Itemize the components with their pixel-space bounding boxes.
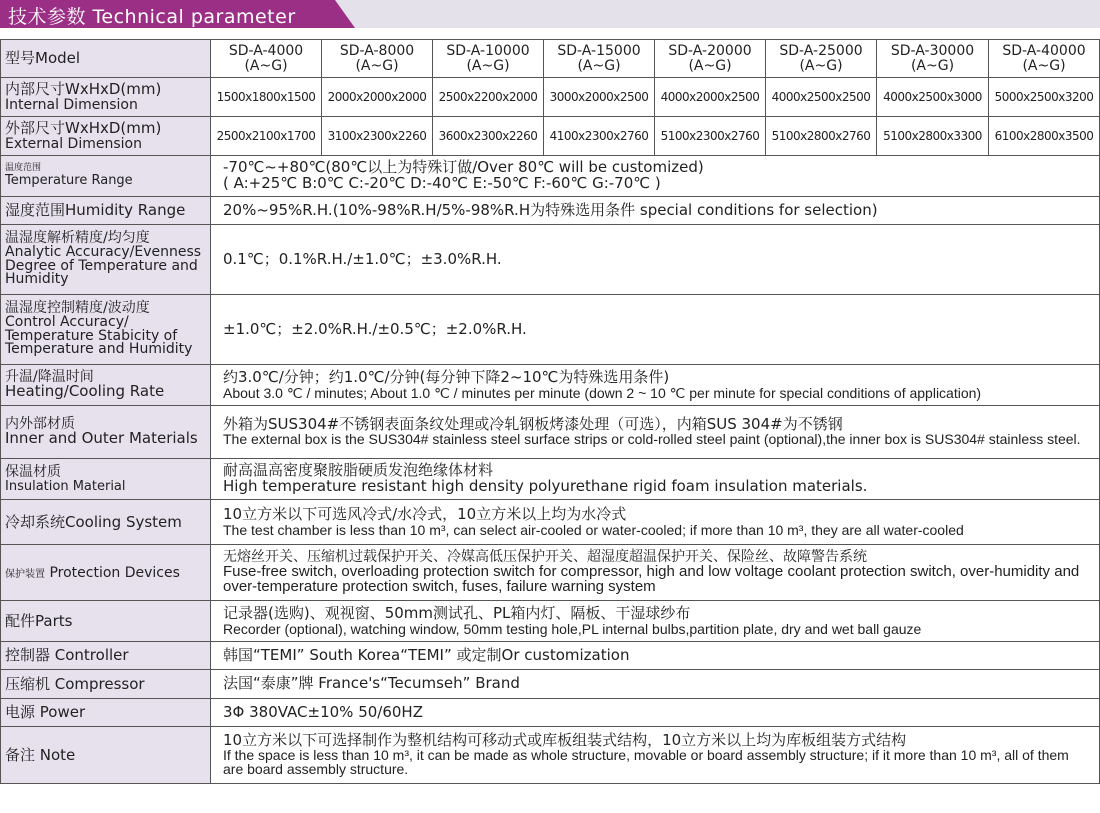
label-cn: 升温/降温时间 [5, 368, 94, 385]
dim-cell: 4000x2500x3000 [877, 78, 989, 117]
value-line: 约3.0℃/分钟；约1.0℃/分钟(每分钟下降2~10℃为特殊选用条件) [223, 367, 670, 386]
row-accuracy [1, 225, 1100, 295]
dim-cell: 4100x2300x2760 [544, 117, 655, 156]
accuracy-value: 0.1℃；0.1%R.H./±1.0℃；±3.0%R.H. [211, 225, 1100, 295]
value-line: 外箱为SUS304#不锈钢表面条纹处理或冷轧钢板烤漆处理（可选），内箱SUS 304#为不锈钢 [223, 415, 843, 434]
spec-table [0, 39, 1100, 784]
label-text: 电源 Power [5, 703, 86, 722]
label-text: 冷却系统Cooling System [5, 512, 182, 531]
label-text: 湿度范围Humidity Range [5, 201, 186, 220]
materials-value [211, 406, 1100, 459]
dim-cell: 2500x2100x1700 [211, 117, 322, 156]
row-label-rate [1, 365, 211, 406]
model-cell: SD-A-4000 (A~G) [211, 40, 322, 78]
label-en: Heating/Cooling Rate [5, 382, 165, 401]
label-cn: 内外部材质 [5, 415, 75, 432]
row-power [1, 699, 1100, 727]
label-en: Inner and Outer Materials [5, 429, 198, 448]
protection-value [211, 545, 1100, 601]
row-label-materials [1, 406, 211, 459]
value-line: The external box is the SUS304# stainless steel surface strips or cold-rolled steel paint (optional),the inner box is SUS304# stainless steel. [223, 431, 1081, 448]
model-cell: SD-A-10000 (A~G) [433, 40, 544, 78]
model-cell: SD-A-8000 (A~G) [322, 40, 433, 78]
dim-cell: 3600x2300x2260 [433, 117, 544, 156]
label-en: Temperature Range [5, 172, 133, 188]
row-label-power [1, 699, 211, 727]
row-label-cooling [1, 500, 211, 545]
dim-cell: 5100x2800x3300 [877, 117, 989, 156]
row-label-temperature [1, 156, 211, 197]
value-line: -70℃~+80℃(80℃以上为特殊订做/Over 80℃ will be customized) [223, 158, 704, 177]
humidity-value: 20%~95%R.H.(10%-98%R.H/5%-98%R.H为特殊选用条件 special conditions for selection) [211, 197, 1100, 225]
label-cn: 外部尺寸WxHxD(mm) [5, 118, 162, 137]
row-humidity [1, 197, 1100, 225]
row-label-internal [1, 78, 211, 117]
note-value [211, 727, 1100, 784]
model-cell: SD-A-40000 (A~G) [989, 40, 1100, 78]
label-text: 控制器 Controller [5, 646, 129, 665]
row-label-external [1, 117, 211, 156]
value-line: 10立方米以下可选择制作为整机结构可移动式或库板组装式结构，10立方米以上均为库板组装方式结构 [223, 731, 907, 750]
insulation-value [211, 459, 1100, 500]
row-external [1, 117, 1100, 156]
label-text: 温湿度控制精度/波动度 Control Accuracy/ Temperature Stabicity of Temperature and Humidity [5, 300, 193, 358]
label-text: 备注 Note [5, 745, 76, 764]
value-line: High temperature resistant high density polyurethane rigid foam insulation materials. [223, 477, 868, 495]
label-text: 型号Model [5, 49, 81, 68]
label-cn: 温度范围 [5, 163, 42, 174]
row-label-protection [1, 545, 211, 601]
dim-cell: 2500x2200x2000 [433, 78, 544, 117]
row-label-control [1, 295, 211, 365]
dim-cell: 3100x2300x2260 [322, 117, 433, 156]
row-note [1, 727, 1100, 784]
power-value: 3Φ 380VAC±10% 50/60HZ [211, 699, 1100, 727]
row-insulation [1, 459, 1100, 500]
value-line: The test chamber is less than 10 m³, can select air-cooled or water-cooled; if more than 10 m³, they are all water-cooled [223, 521, 964, 538]
dim-cell: 5100x2800x2760 [766, 117, 877, 156]
model-cell: SD-A-30000 (A~G) [877, 40, 989, 78]
dim-cell: 6100x2800x3500 [989, 117, 1100, 156]
value-line: If the space is less than 10 m³, it can be made as whole structure, movable or board assembly structure; if it more than 10 m³, all of them are board assembly structure. [223, 747, 1069, 777]
dim-cell: 1500x1800x1500 [211, 78, 322, 117]
label-en: Internal Dimension [5, 96, 138, 113]
parts-value [211, 601, 1100, 642]
row-label-parts [1, 601, 211, 642]
value-line: ( A:+25℃ B:0℃ C:-20℃ D:-40℃ E:-50℃ F:-60℃ G:-70℃ ) [223, 174, 661, 192]
model-cell: SD-A-25000 (A~G) [766, 40, 877, 78]
model-cell: SD-A-20000 (A~G) [655, 40, 766, 78]
label-en: External Dimension [5, 135, 142, 152]
label-text: 配件Parts [5, 611, 73, 630]
cooling-value [211, 500, 1100, 545]
dim-cell: 5000x2500x3200 [989, 78, 1100, 117]
value-line: About 3.0 ℃ / minutes; About 1.0 ℃ / minutes per minute (down 2 ~ 10 ℃ per minute for special conditions of application) [223, 384, 982, 401]
dim-cell: 4000x2500x2500 [766, 78, 877, 117]
controller-value: 韩国“TEMI” South Korea“TEMI” 或定制Or customization [211, 642, 1100, 670]
model-cell: SD-A-15000 (A~G) [544, 40, 655, 78]
row-temperature [1, 156, 1100, 197]
value-line: Fuse-free switch, overloading protection switch for compressor, high and low voltage coolant protection switch, over-humidity and over-temperature protection switch, fuses, failure warning system [223, 563, 1080, 595]
rate-value [211, 365, 1100, 406]
compressor-value: 法国“泰康”牌 France's“Tecumseh” Brand [211, 670, 1100, 699]
row-label-model [1, 40, 211, 78]
row-label-humidity [1, 197, 211, 225]
row-label-note [1, 727, 211, 784]
row-cooling [1, 500, 1100, 545]
dim-cell: 3000x2000x2500 [544, 78, 655, 117]
row-label-accuracy [1, 225, 211, 295]
value-line: 记录器(选购)、观视窗、50mm测试孔、PL箱内灯、隔板、干湿球纱布 [223, 603, 691, 622]
row-label-insulation [1, 459, 211, 500]
row-model [1, 40, 1100, 78]
label-cn: 内部尺寸WxHxD(mm) [5, 79, 162, 98]
label-en: Insulation Material [5, 478, 126, 494]
row-label-compressor [1, 670, 211, 699]
page-title: 技术参数 Technical parameter [8, 6, 296, 28]
dim-cell: 4000x2000x2500 [655, 78, 766, 117]
value-line: 无熔丝开关、压缩机过载保护开关、冷媒高低压保护开关、超湿度超温保护开关、保险丝、故障警告系统 [223, 549, 867, 566]
dim-cell: 5100x2300x2760 [655, 117, 766, 156]
label-text: 温湿度解析精度/均匀度 Analytic Accuracy/Evenness Degree of Temperature and Humidity [5, 230, 202, 288]
row-compressor [1, 670, 1100, 699]
value-line: 耐高温高密度聚胺脂硬质发泡绝缘体材料 [223, 461, 494, 480]
row-parts [1, 601, 1100, 642]
value-line: Recorder (optional), watching window, 50mm testing hole,PL internal bulbs,partition plate, dry and wet ball gauze [223, 620, 922, 637]
row-label-controller [1, 642, 211, 670]
label-cn: 保护装置 [5, 569, 45, 581]
label-cn: 保温材质 [5, 463, 61, 480]
temperature-value [211, 156, 1100, 197]
row-controller [1, 642, 1100, 670]
row-rate [1, 365, 1100, 406]
row-control [1, 295, 1100, 365]
row-protection [1, 545, 1100, 601]
row-materials [1, 406, 1100, 459]
dim-cell: 2000x2000x2000 [322, 78, 433, 117]
control-value: ±1.0℃；±2.0%R.H./±0.5℃；±2.0%R.H. [211, 295, 1100, 365]
value-line: 10立方米以下可选风冷式/水冷式，10立方米以上均为水冷式 [223, 504, 627, 523]
label-text: 压缩机 Compressor [5, 674, 145, 693]
row-internal [1, 78, 1100, 117]
label-en: Protection Devices [45, 565, 180, 582]
